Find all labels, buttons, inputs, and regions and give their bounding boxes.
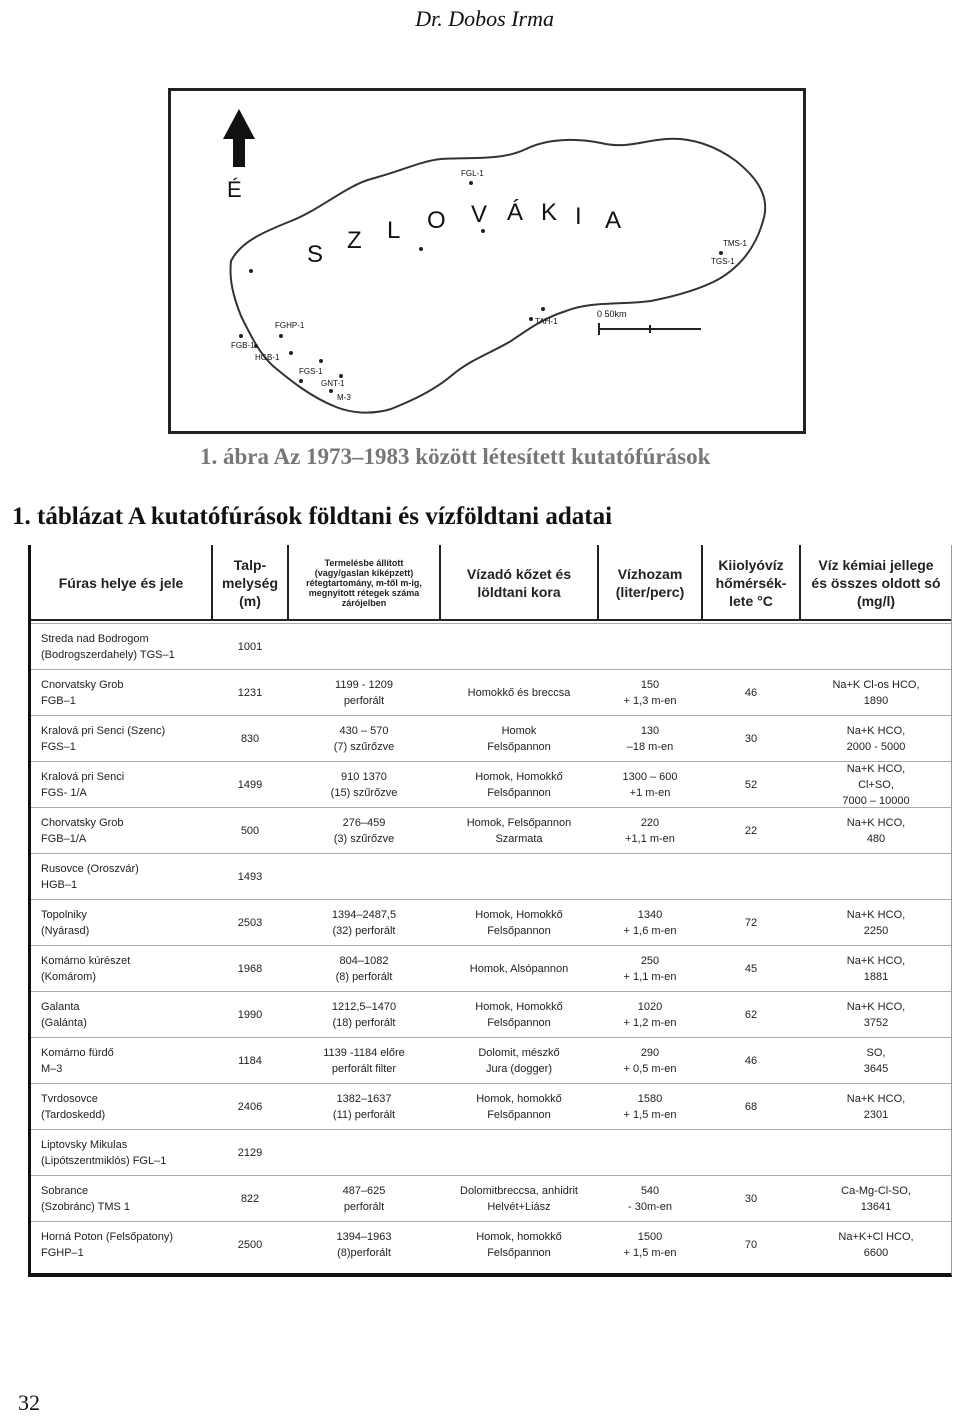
- map-letter-v: V: [471, 201, 488, 228]
- cell-yield: 1500 + 1,5 m-en: [623, 1231, 677, 1259]
- cell-temp: 68: [744, 1101, 758, 1113]
- cell-depth: 1499: [237, 779, 263, 791]
- table-row: [31, 1175, 951, 1222]
- cell-location: Chorvatsky Grob FGB–1/A: [41, 817, 124, 845]
- cell-yield: 1300 – 600 +1 m-en: [622, 771, 678, 799]
- table-row: [31, 899, 951, 946]
- site-label: FGB-1: [231, 341, 255, 350]
- cell-screen: [289, 624, 439, 670]
- cell-location: Horná Poton (Felsőpatony) FGHP–1: [41, 1231, 174, 1259]
- cell-depth: 1968: [237, 963, 263, 975]
- cell-chem: SO, 3645: [863, 1047, 889, 1075]
- north-arrow-head: [223, 109, 255, 139]
- cell-screen: 1139 -1184 előre perforált filter: [323, 1047, 405, 1075]
- table-row: [31, 807, 951, 854]
- site-label: FGS-1: [299, 367, 323, 376]
- cell-yield: 290 + 0,5 m-en: [623, 1047, 677, 1075]
- cell-screen: 910 1370 (15) szűrőzve: [330, 771, 398, 799]
- cell-location: Tvrdosovce (Tardoskedd): [41, 1093, 106, 1121]
- cell-chem: Na+K Cl-os HCO, 1890: [832, 679, 920, 707]
- cell-rock: [441, 1130, 597, 1176]
- site-label: GNT-1: [321, 379, 345, 388]
- cell-rock: [441, 854, 597, 900]
- table-row: [31, 669, 951, 716]
- cell-location: Sobrance (Szobránc) TMS 1: [41, 1185, 131, 1213]
- cell-depth: 2503: [237, 917, 263, 929]
- cell-temp: 52: [744, 779, 758, 791]
- cell-chem: Ca-Mg-Cl-SO, 13641: [841, 1185, 911, 1213]
- table-row: [31, 1221, 951, 1268]
- cell-rock: Homok, homokkő Felsőpannon: [476, 1093, 562, 1121]
- north-arrow-shaft: [233, 137, 245, 167]
- page-number: 32: [18, 1390, 40, 1415]
- cell-depth: 822: [240, 1193, 260, 1205]
- cell-rock: Homok, Homokkő Felsőpannon: [475, 1001, 563, 1029]
- table-row: [31, 1037, 951, 1084]
- scale-label: 0 50km: [597, 309, 627, 319]
- cell-yield: 1340 + 1,6 m-en: [623, 909, 677, 937]
- table-header: [31, 545, 951, 621]
- cell-yield: 220 +1,1 m-en: [625, 817, 675, 845]
- cell-chem: [801, 1130, 951, 1176]
- cell-rock: Homok, Homokkő Felsőpannon: [475, 909, 563, 937]
- cell-location: Topolniky (Nyárasd): [41, 909, 90, 937]
- site-label: TAH-1: [535, 317, 558, 326]
- site-label: FGHP-1: [275, 321, 305, 330]
- header-screen: Termelésbe állított (vagy/gaslan kiképzett) rétegtartomány, m-től m-ig, megnyitott rétegek száma zárójelben: [306, 558, 422, 608]
- table-row: [31, 991, 951, 1038]
- cell-yield: [599, 854, 701, 900]
- cell-rock: Homokkő és breccsa: [467, 687, 571, 699]
- cell-screen: 1212,5–1470 (18) perforált: [331, 1001, 397, 1029]
- cell-depth: 2500: [237, 1239, 263, 1251]
- cell-screen: 1382–1637 (11) perforált: [332, 1093, 396, 1121]
- cell-location: Komárno fürdő M–3: [41, 1047, 114, 1075]
- cell-temp: [703, 854, 799, 900]
- site-label: TMS-1: [723, 239, 747, 248]
- table-row: [31, 761, 951, 808]
- cell-chem: Na+K HCO, 2250: [846, 909, 906, 937]
- table-row: [31, 1129, 951, 1176]
- cell-screen: [289, 854, 439, 900]
- cell-yield: [599, 624, 701, 670]
- map-letter-o: O: [427, 207, 446, 234]
- cell-location: Kralová pri Senci FGS- 1/A: [41, 771, 125, 799]
- header-chem: Víz kémiai jellege és összes oldott só (mg/l): [811, 557, 941, 609]
- header-rock: Vízadó kőzet és löldtani kora: [466, 566, 572, 600]
- header-yield: Vízhozam (liter/perc): [615, 566, 685, 600]
- map-letter-a: Á: [507, 199, 524, 226]
- table-caption: 1. táblázat A kutatófúrások földtani és vízföldtani adatai: [12, 503, 613, 530]
- north-label: É: [227, 177, 242, 202]
- cell-chem: Na+K HCO, 480: [846, 817, 906, 845]
- table-row: [31, 945, 951, 992]
- cell-location: Komárno kúrészet (Komárom): [41, 955, 131, 983]
- cell-yield: 130 –18 m-en: [626, 725, 674, 753]
- cell-screen: 804–1082 (8) perforált: [335, 955, 393, 983]
- cell-screen: 487–625 perforált: [342, 1185, 386, 1213]
- cell-temp: [703, 624, 799, 670]
- map-letter-k: K: [541, 199, 558, 226]
- header-depth: Talp- melység (m): [221, 557, 279, 609]
- cell-temp: [703, 1130, 799, 1176]
- cell-temp: 70: [744, 1239, 758, 1251]
- cell-screen: 1394–1963 (8)perforált: [336, 1231, 392, 1259]
- cell-temp: 46: [744, 1055, 758, 1067]
- map-letter-z: Z: [347, 227, 362, 254]
- site-label: HGB-1: [255, 353, 280, 362]
- table-row: [31, 623, 951, 670]
- cell-rock: Homok Felsőpannon: [487, 725, 551, 753]
- cell-location: Liptovsky Mikulas (Lipótszentmiklós) FGL–1: [41, 1139, 167, 1167]
- cell-temp: 45: [744, 963, 758, 975]
- cell-screen: 1394–2487,5 (32) perforált: [331, 909, 397, 937]
- cell-chem: Na+K HCO, 3752: [846, 1001, 906, 1029]
- map-letter-i: I: [575, 203, 582, 230]
- cell-depth: 2129: [237, 1147, 263, 1159]
- cell-screen: 276–459 (3) szűrőzve: [333, 817, 395, 845]
- drilling-data-table: [28, 545, 952, 1277]
- cell-rock: Homok, Alsópannon: [469, 963, 569, 975]
- cell-depth: 1231: [237, 687, 263, 699]
- cell-chem: [801, 854, 951, 900]
- header-temp: Kiiolyóvíz hőmérsék- lete °C: [715, 557, 787, 609]
- cell-yield: 250 + 1,1 m-en: [623, 955, 677, 983]
- cell-depth: 1990: [237, 1009, 263, 1021]
- cell-temp: 46: [744, 687, 758, 699]
- cell-rock: Dolomit, mészkő Jura (dogger): [478, 1047, 560, 1075]
- cell-chem: Na+K HCO, 1881: [846, 955, 906, 983]
- cell-rock: Homok, Felsőpannon Szarmata: [466, 817, 572, 845]
- cell-rock: Homok, Homokkő Felsőpannon: [475, 771, 563, 799]
- cell-depth: 1493: [237, 871, 263, 883]
- map-drawing: [171, 91, 803, 431]
- slovakia-map: [168, 88, 806, 434]
- cell-location: Rusovce (Oroszvár) HGB–1: [41, 863, 139, 891]
- cell-depth: 1184: [238, 1055, 262, 1067]
- cell-location: Cnorvatsky Grob FGB–1: [41, 679, 124, 707]
- map-letter-s: S: [307, 241, 324, 268]
- cell-screen: [289, 1130, 439, 1176]
- cell-temp: 30: [744, 1193, 758, 1205]
- header-location: Fúras helye és jele: [58, 575, 184, 591]
- cell-yield: 540 - 30m-en: [627, 1185, 673, 1213]
- table-row: [31, 1083, 951, 1130]
- cell-depth: 500: [240, 825, 260, 837]
- cell-yield: [599, 1130, 701, 1176]
- cell-chem: Na+K+Cl HCO, 6600: [838, 1231, 914, 1259]
- figure-caption: 1. ábra Az 1973–1983 között létesített kutatófúrások: [200, 444, 711, 469]
- cell-rock: Dolomitbreccsa, anhidrit Helvét+Liász: [460, 1185, 578, 1213]
- cell-depth: 1001: [237, 641, 263, 653]
- table-row: [31, 715, 951, 762]
- map-letter-a2: A: [605, 207, 622, 234]
- cell-rock: Homok, homokkő Felsőpannon: [476, 1231, 562, 1259]
- cell-temp: 22: [744, 825, 758, 837]
- cell-screen: 1199 - 1209 perforált: [335, 679, 393, 707]
- cell-yield: 150 + 1,3 m-en: [623, 679, 677, 707]
- table-row: [31, 853, 951, 900]
- cell-location: Kralová pri Senci (Szenc) FGS–1: [41, 725, 166, 753]
- site-label: FGL-1: [461, 169, 484, 178]
- cell-depth: 2406: [237, 1101, 263, 1113]
- cell-screen: 430 – 570 (7) szűrőzve: [333, 725, 395, 753]
- cell-chem: [801, 624, 951, 670]
- map-letter-l: L: [387, 217, 401, 244]
- cell-yield: 1580 + 1,5 m-en: [623, 1093, 677, 1121]
- cell-chem: Na+K HCO, 2301: [846, 1093, 906, 1121]
- site-label: TGS-1: [711, 257, 735, 266]
- cell-depth: 830: [240, 733, 260, 745]
- cell-chem: Na+K HCO, 2000 - 5000: [846, 725, 906, 753]
- cell-chem: Na+K HCO, Cl+SO, 7000 – 10000: [842, 763, 910, 807]
- site-label: M-3: [337, 393, 351, 402]
- cell-temp: 72: [744, 917, 758, 929]
- cell-yield: 1020 + 1,2 m-en: [623, 1001, 677, 1029]
- cell-location: Streda nad Bodrogom (Bodrogszerdahely) TGS–1: [41, 633, 175, 661]
- cell-temp: 30: [744, 733, 758, 745]
- cell-rock: [441, 624, 597, 670]
- author-header: Dr. Dobos Irma: [415, 6, 554, 31]
- cell-location: Galanta (Galánta): [41, 1001, 87, 1029]
- cell-temp: 62: [744, 1009, 758, 1021]
